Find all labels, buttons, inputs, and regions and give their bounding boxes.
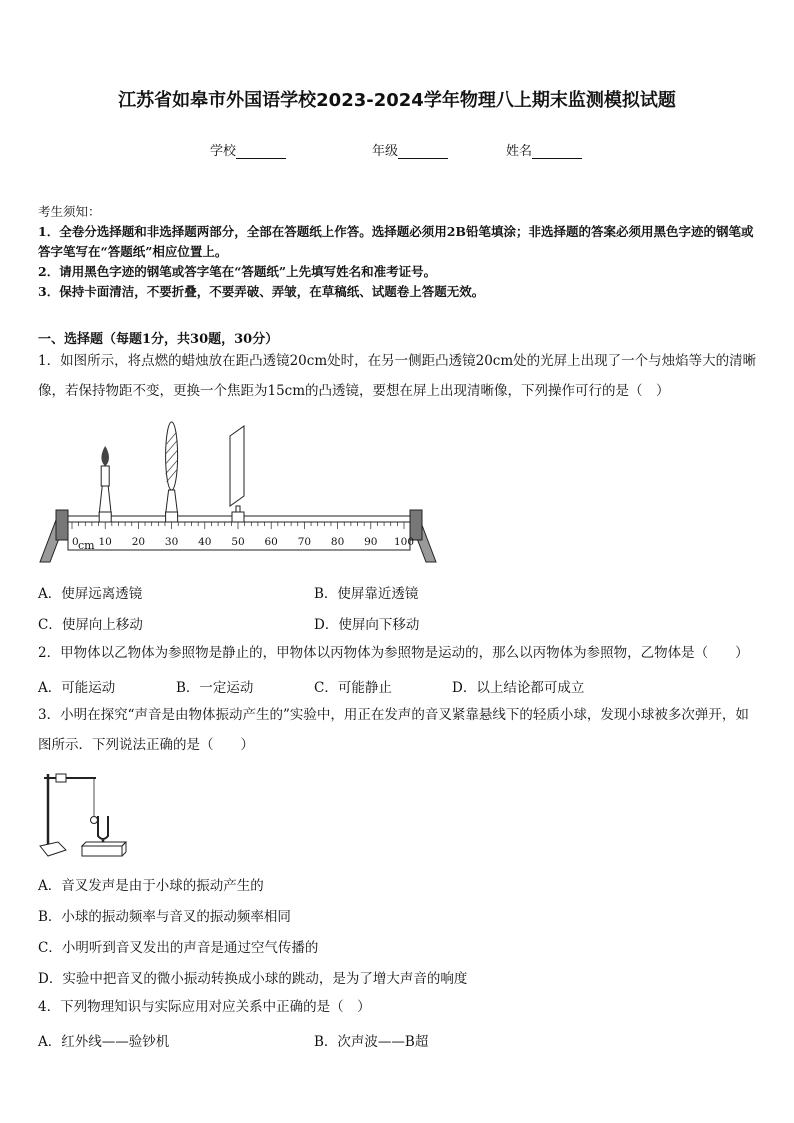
- q1-option-a[interactable]: A．使屏远离透镜: [38, 586, 143, 602]
- school-blank[interactable]: [236, 144, 286, 159]
- tuning-fork-figure: [36, 766, 136, 862]
- q4-option-b[interactable]: B．次声波——B超: [314, 1034, 429, 1050]
- q4-stem: 4．下列物理知识与实际应用对应关系中正确的是（ ）: [38, 999, 371, 1015]
- notice-item-2: 2．请用黑色字迹的钢笔或答字笔在“答题纸”上先填写姓名和准考证号。: [38, 264, 437, 279]
- q3-stem: 3．小明在探究“声音是由物体振动产生的”实验中，用正在发声的音叉紧靠悬线下的轻质小球，发现小球被多次弹开，如图所示．下列说法正确的是（ ）: [38, 707, 749, 753]
- ruler-tick-label: 0: [72, 536, 79, 548]
- ruler-tick-label: 70: [297, 536, 312, 548]
- grade-blank[interactable]: [398, 144, 448, 159]
- lens-holder: [166, 490, 178, 514]
- candle: [99, 446, 111, 522]
- ruler-tick-label: 50: [231, 536, 245, 548]
- notice-item-3: 3．保持卡面清洁，不要折叠，不要弄破、弄皱，在草稿纸、试题卷上答题无效。: [38, 284, 485, 299]
- q3-option-c[interactable]: C．小明听到音叉发出的声音是通过空气传播的: [38, 940, 319, 956]
- name-field[interactable]: [506, 140, 582, 159]
- optical-bench-figure: [36, 412, 446, 572]
- light-screen: [230, 426, 244, 522]
- q1-option-c[interactable]: C．使屏向上移动: [38, 617, 143, 633]
- candle-flame: [101, 446, 109, 466]
- ruler-tick-label: 60: [264, 536, 278, 548]
- q2-option-a[interactable]: A．可能运动: [38, 680, 116, 696]
- convex-lens: [166, 422, 178, 522]
- ruler-tick-label: 100: [393, 536, 415, 548]
- grade-label: 年级: [372, 144, 399, 159]
- name-blank[interactable]: [532, 144, 582, 159]
- screen-panel: [230, 426, 244, 506]
- q4-option-a[interactable]: A．红外线——验钞机: [38, 1034, 170, 1050]
- q3-option-d[interactable]: D．实验中把音叉的微小振动转换成小球的跳动，是为了增大声音的响度: [38, 971, 468, 987]
- q3-option-b[interactable]: B．小球的振动频率与音叉的振动频率相同: [38, 909, 291, 925]
- ruler-unit: cm: [78, 539, 95, 552]
- ruler-tick-label: 20: [131, 536, 146, 548]
- candle-holder: [99, 486, 111, 514]
- q2-option-c[interactable]: C．可能静止: [314, 680, 392, 696]
- q2-stem: 2．甲物体以乙物体为参照物是静止的，甲物体以丙物体为参照物是运动的，那么以丙物体为参照物，乙物体是（ ）: [38, 645, 749, 661]
- q1-option-d[interactable]: D．使屏向下移动: [314, 617, 420, 633]
- ruler-tick-label: 10: [98, 536, 112, 548]
- section-heading: 一、选择题（每题1分，共30题，30分）: [38, 332, 279, 347]
- tuning-fork: [98, 816, 108, 839]
- ruler-tick-label: 30: [164, 536, 179, 548]
- resonator-box: [82, 842, 126, 846]
- stand-base: [40, 842, 66, 856]
- stand-clamp: [56, 774, 66, 782]
- lens-body: [166, 422, 178, 490]
- name-label: 姓名: [506, 144, 533, 159]
- light-ball: [91, 817, 98, 824]
- school-label: 学校: [210, 144, 237, 159]
- q3-option-a[interactable]: A．音叉发声是由于小球的振动产生的: [38, 878, 264, 894]
- grade-field[interactable]: [372, 140, 448, 159]
- q2-option-b[interactable]: B．一定运动: [176, 680, 254, 696]
- ruler-tick-label: 80: [330, 536, 345, 548]
- notice-block: [38, 202, 760, 302]
- notice-heading: 考生须知：: [38, 204, 101, 219]
- q1-option-b[interactable]: B．使屏靠近透镜: [314, 586, 419, 602]
- candle-body: [101, 466, 109, 486]
- ruler-tick-label: 40: [198, 536, 212, 548]
- q2-option-d[interactable]: D．以上结论都可成立: [452, 680, 585, 696]
- notice-item-1: 1．全卷分选择题和非选择题两部分，全部在答题纸上作答。选择题必须用2B铅笔填涂；非选择题的答案必须用黑色字迹的钢笔或答字笔写在“答题纸”相应位置上。: [38, 224, 754, 259]
- ruler-tick-label: 90: [364, 536, 378, 548]
- left-end-block: [56, 510, 68, 540]
- school-field[interactable]: [210, 140, 286, 159]
- q1-stem: 1．如图所示，将点燃的蜡烛放在距凸透镜20cm处时，在另一侧距凸透镜20cm处的光屏上出现了一个与烛焰等大的清晰像，若保持物距不变，更换一个焦距为15cm的凸透镜，要想在屏上出现清晰像，下列操作可行的是（ ）: [38, 353, 757, 399]
- page-title: 江苏省如皋市外国语学校2023-2024学年物理八上期末监测模拟试题: [118, 90, 676, 111]
